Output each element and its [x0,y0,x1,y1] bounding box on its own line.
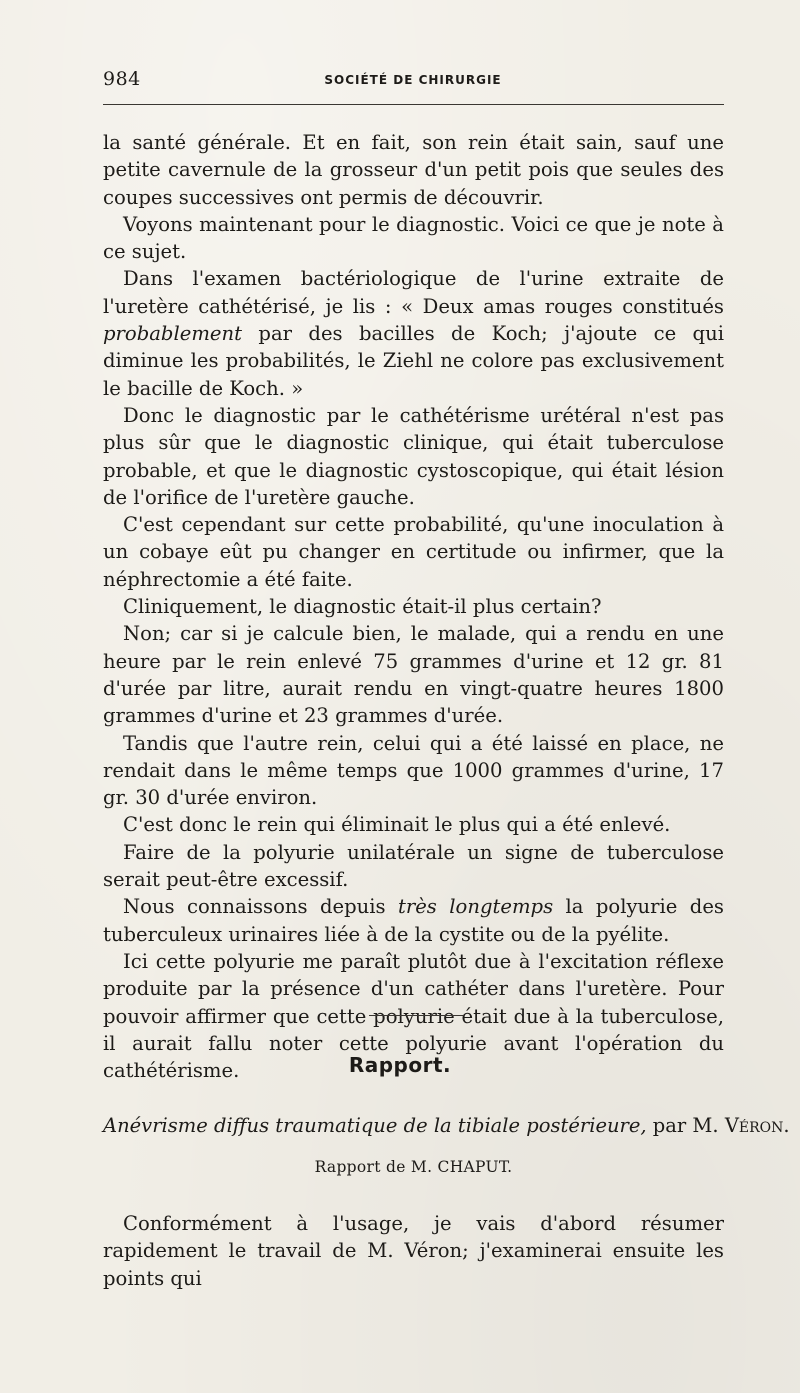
running-head [103,68,723,98]
paragraph-11-start: Nous connaissons depuis [123,895,398,919]
header-rule [103,104,724,105]
paragraph-3-end: par des bacilles de Koch; j'ajoute ce qui diminue les probabilités, le Ziehl ne colore pas exclusivement le bacille de Koch. » [103,322,724,400]
paragraph-11-end: la polyurie des tuberculeux urinaires liée à de la cystite ou de la pyélite. [103,895,724,946]
article-title-end: . [783,1114,790,1137]
paragraph-4: Donc le diagnostic par le cathétérisme urétéral n'est pas plus sûr que le diagnostic clinique, qui était tuberculose probable, et que le diagnostic cystoscopique, qui était lésion de l'orifice de l'uretère gauche. [103,403,724,509]
paragraph-9: C'est donc le rein qui éliminait le plus qui a été enlevé. [123,813,671,837]
article-author: Véron [724,1114,784,1137]
report-body-text [103,1210,724,1292]
paragraph-8: Tandis que l'autre rein, celui qui a été laissé en place, ne rendait dans le même temps que 1000 grammes d'urine, 17 gr. 30 d'urée environ. [103,731,724,810]
body-text [103,129,724,1084]
article-title [103,1114,790,1137]
report-paragraph-1: Conformément à l'usage, je vais d'abord résumer rapidement le travail de M. Véron; j'examinerai ensuite les points qui [103,1212,724,1290]
report-by: Rapport de M. CHAPUT. [314,1158,513,1176]
paragraph-7: Non; car si je calcule bien, le malade, qui a rendu en une heure par le rein enlevé 75 grammes d'urine et 12 gr. 81 d'urée par litre, aurait rendu en vingt-quatre heures 1800 grammes d'urine et 23 grammes d'urée. [103,622,724,728]
paragraph-3 [103,265,724,401]
page-number: 984 [103,68,141,90]
section-heading: Rapport. [348,1053,452,1077]
paragraph-2: Voyons maintenant pour le diagnostic. Voici ce que je note à ce sujet. [103,212,724,264]
paragraph-12: Ici cette polyurie me paraît plutôt due à l'excitation réflexe produite par la présence d'un cathéter dans l'uretère. Pour pouvoir affirmer que cette polyurie était due à la tuberculose, il aurait fallu noter cette polyurie avant l'opération du cathétérisme. [103,949,724,1083]
paragraph-5: C'est cependant sur cette probabilité, qu'une inoculation à un cobaye eût pu changer en certitude ou infirmer, que la néphrectomie a été faite. [103,513,724,591]
journal-title: SOCIÉTÉ DE CHIRURGIE [324,73,502,87]
article-title-italic: Anévrisme diffus traumatique de la tibiale postérieure, [103,1114,647,1137]
paragraph-6: Cliniquement, le diagnostic était-il plus certain? [123,595,602,619]
paragraph-1: la santé générale. Et en fait, son rein était sain, sauf une petite cavernule de la grosseur d'un petit pois que seules des coupes successives ont permis de découvrir. [103,131,724,209]
paragraph-10: Faire de la polyurie unilatérale un signe de tuberculose serait peut-être excessif. [103,840,724,892]
paragraph-11 [103,893,724,948]
paragraph-3-italic: probablement [103,322,243,346]
article-title-by: par M. [646,1114,725,1137]
paragraph-11-italic: très longtemps [397,895,554,919]
paragraph-3-start: Dans l'examen bactériologique de l'urine extraite de l'uretère cathétérisé, je lis : « Deux amas rouges constitués [103,267,724,318]
section-divider [369,1015,463,1016]
